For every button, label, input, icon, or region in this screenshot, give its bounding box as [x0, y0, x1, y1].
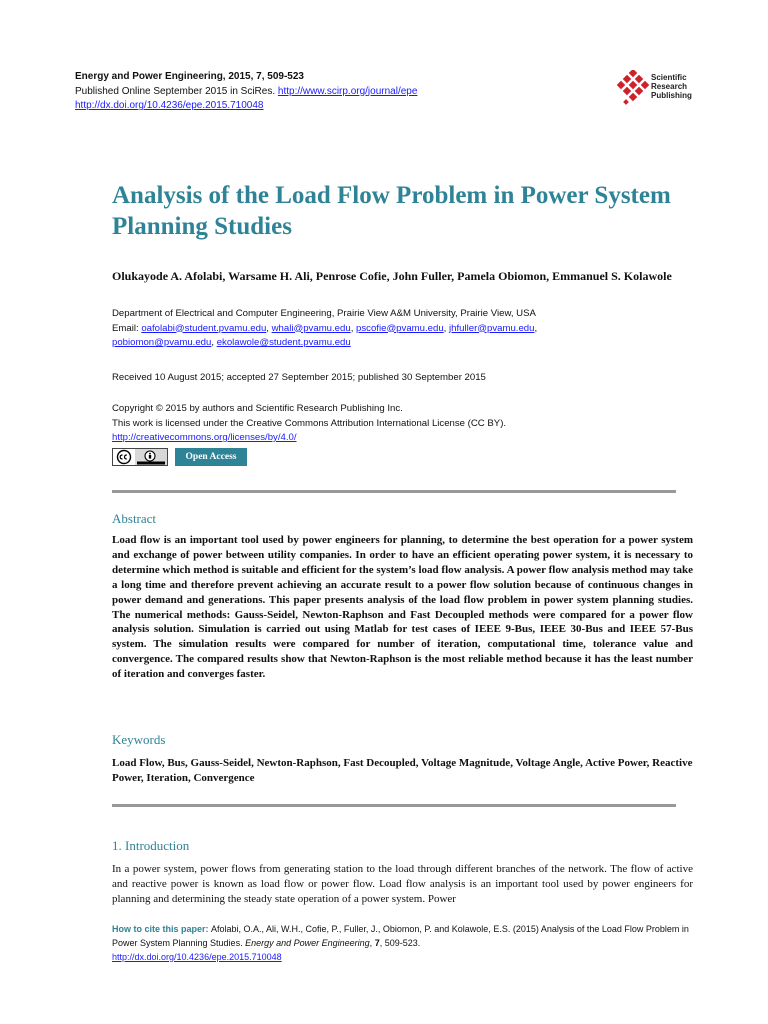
publisher-logo [616, 70, 706, 110]
affiliation: Department of Electrical and Computer Engineering, Prairie View A&M University, Prairie View, USA [112, 308, 536, 319]
email-link[interactable]: pscofie@pvamu.edu [356, 322, 444, 334]
introduction-text: In a power system, power flows from generating station to the load through different branches of the network. The flow of active and reactive power is known as load flow or power flow. Load flow analysis is an important tool used by power engineers for planning and determining the steady state operation of a power system. Power [112, 863, 693, 905]
keywords-heading: Keywords [112, 732, 166, 747]
citation-volume: 7 [374, 938, 380, 948]
journal-citation-line: Energy and Power Engineering, 2015, 7, 509-523 [75, 71, 304, 82]
logo-line-3: Publishing [651, 91, 692, 100]
published-line [75, 85, 417, 100]
doi-link[interactable]: http://dx.doi.org/10.4236/epe.2015.710048 [75, 100, 264, 111]
citation-label: How to cite this paper: [112, 924, 212, 934]
citation-volume-sep: , [369, 938, 375, 948]
keywords-text: Load Flow, Bus, Gauss-Seidel, Newton-Raphson, Fast Decoupled, Voltage Magnitude, Voltage Angle, Active Power, Reactive Power, Iteration, Convergence [112, 757, 693, 784]
abstract-heading: Abstract [112, 511, 157, 526]
affiliation-block [112, 307, 692, 351]
published-prefix: Published Online September 2015 in SciRes. [75, 85, 278, 97]
logo-line-2: Research [651, 82, 688, 91]
license-link[interactable]: http://creativecommons.org/licenses/by/4.0/ [112, 432, 297, 443]
section-divider-bottom [112, 804, 676, 807]
license-line: This work is licensed under the Creative Commons Attribution International License (CC BY). [112, 417, 507, 429]
email-label: Email: [112, 322, 142, 334]
citation-text: Afolabi, O.A., Ali, W.H., Cofie, P., Fuller, J., Obiomon, P. and Kolawole, E.S. (2015) Analysis of the Load Flow Problem in Power System Planning Studies. [112, 924, 689, 948]
copyright-block [112, 402, 692, 446]
author-list: Olukayode A. Afolabi, Warsame H. Ali, Penrose Cofie, John Fuller, Pamela Obiomon, Emmanuel S. Kolawole [112, 269, 672, 283]
open-access-badge[interactable]: Open Access [175, 448, 247, 466]
email-link[interactable]: pobiomon@pvamu.edu [112, 337, 212, 348]
email-link[interactable]: ekolawole@student.pvamu.edu [216, 337, 351, 348]
email-line-2: pobiomon@pvamu.edu, ekolawole@student.pvamu.edu [112, 337, 351, 348]
copyright-line: Copyright © 2015 by authors and Scientific Research Publishing Inc. [112, 403, 403, 414]
email-link[interactable]: oafolabi@student.pvamu.edu [141, 322, 267, 334]
journal-url-link[interactable]: http://www.scirp.org/journal/epe [277, 85, 418, 97]
introduction-heading: 1. Introduction [112, 838, 190, 853]
paper-title: Analysis of the Load Flow Problem in Power System Planning Studies [112, 182, 671, 240]
journal-header [75, 70, 417, 114]
citation-block [112, 922, 693, 964]
cc-by-badge-icon[interactable] [112, 448, 168, 466]
abstract-text: Load flow is an important tool used by power engineers for planning, to determine the best operation for a power system and exchange of power between utility companies. In order to have an efficient operating power system, it is necessary to determine which method is suitable and efficient for the system’s load flow analysis. A power flow analysis method may take a long time and therefore prevent achieving an accurate result to a power flow solution because of continuous changes in power demand and generations. This paper presents analysis of the load flow problem in power system planning studies. The numerical methods: Gauss-Seidel, Newton-Raphson and Fast Decoupled methods were compared for a power flow analysis solution. Simulation is carried out using Matlab for test cases of IEEE 9-Bus, IEEE 30-Bus and IEEE 57-Bus system. The simulation results were compared for number of iteration, computational time, tolerance value and convergence. The compared results show that Newton-Raphson is the most reliable method because it has the least number of iteration and converges faster. [112, 534, 693, 681]
email-link[interactable]: whali@pvamu.edu [271, 322, 351, 334]
email-link[interactable]: jhfuller@pvamu.edu [449, 322, 535, 334]
section-divider-top [112, 490, 676, 493]
email-line: Email: oafolabi@student.pvamu.edu, whali@pvamu.edu, pscofie@pvamu.edu, jhfuller@pvamu.edu, [112, 322, 538, 334]
publication-dates: Received 10 August 2015; accepted 27 September 2015; published 30 September 2015 [112, 372, 486, 383]
logo-line-1: Scientific [651, 73, 687, 82]
citation-journal: Energy and Power Engineering [245, 938, 370, 948]
citation-doi-link[interactable]: http://dx.doi.org/10.4236/epe.2015.710048 [112, 952, 282, 962]
logo-text [651, 73, 692, 100]
scirp-diamond-icon [616, 70, 650, 106]
citation-pages: , 509-523. [379, 938, 421, 948]
